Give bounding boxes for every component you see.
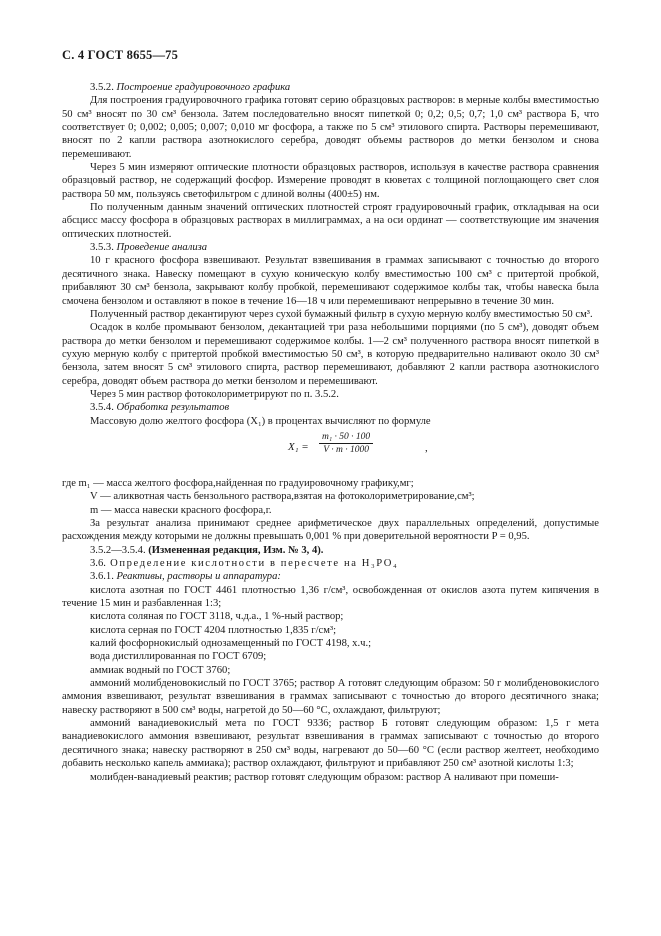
- formula-denominator: V · m · 1000: [323, 444, 369, 455]
- paragraph-text: кислота соляная по ГОСТ 3118, ч.д.а., 1 %-ный раствор;: [90, 611, 344, 623]
- formula-fraction: [319, 432, 373, 455]
- paragraph: [62, 717, 599, 770]
- paragraph-text: V — аликвотная часть бензольного раствора,взятая на фотоколориметрирование,см³;: [90, 491, 475, 503]
- paragraph-text: аммоний молибденовокислый по ГОСТ 3765; раствор А готовят следующим образом: 50 г молибденовокислого аммония взвешивают, результат взвешивания в граммах записывают с точностью до второго десятичного знака; навеску растворяют в 500 см³ воды, нагретой до 50—60 °С, охлаждают, фильтруют;: [62, 678, 599, 716]
- paragraph: [62, 624, 599, 637]
- paragraph-text: По полученным данным значений оптических плотностей строят градуировочный график, откладывая на оси абсцисс массу фосфора в образцовых растворах в миллиграммах, а на оси ординат — соответствующие им значения оптических плотностей.: [62, 202, 599, 240]
- paragraph: [62, 544, 599, 557]
- paragraph-text: Через 5 мин раствор фотоколориметрируют по п. 3.5.2.: [90, 388, 339, 400]
- paragraph-text: молибден-ванадиевый реактив; раствор готовят следующим образом: раствор А наливают при помеши-: [90, 771, 559, 783]
- paragraph-text: 3.5.4.: [90, 402, 114, 414]
- paragraph: [62, 94, 599, 161]
- section-heading: Построение градуировочного графика: [113, 82, 291, 93]
- standard-code: ГОСТ 8655—75: [87, 48, 179, 62]
- formula: [62, 430, 599, 474]
- text-block-bottom: [62, 477, 599, 784]
- paragraph-text: 3.6.: [90, 558, 106, 569]
- document-page: [62, 48, 599, 784]
- paragraph: [62, 584, 599, 611]
- paragraph-text: Массовую долю желтого фосфора (X₁) в процентах вычисляют по формуле: [90, 415, 431, 427]
- paragraph-text: Полученный раствор декантируют через сухой бумажный фильтр в сухую мерную колбу вместимостью 50 см³.: [90, 308, 593, 320]
- paragraph: [62, 308, 599, 321]
- spaced-heading: Определение кислотности в пересчете на H₃PO₄: [105, 558, 399, 569]
- paragraph: [62, 610, 599, 623]
- section-heading: Реактивы, растворы и аппаратура:: [113, 571, 281, 583]
- paragraph-text: Осадок в колбе промывают бензолом, декантацией три раза небольшими порциями (по 5 см³), доводят объем раствора до метки бензолом и перемешивают содержимое колбы. 1—2 см³ полученного раствора вносят пипеткой в сухую мерную колбу с притертой пробкой вместимостью 50 см³, в которую предварительно наливают около 30 см³ бензола, затем вносят 5 см³ этилового спирта, раствор перемешивают, добавляют 2 капли раствора азотнокислого серебра, доводят объем раствора до метки бензолом и перемешивают.: [62, 322, 599, 387]
- paragraph-text: 10 г красного фосфора взвешивают. Результат взвешивания в граммах записывают с точностью до второго десятичного знака. Навеску помещают в сухую коническую колбу вместимостью 100 см³ с притертой пробкой, прибавляют 30 см³ бензола, закрывают колбу пробкой, перемешивают содержимое колбы так, чтобы навеска была смочена бензолом и оставляют в покое в течение 16—18 ч или перемешивают непрерывно в течение 30 мин.: [62, 255, 599, 307]
- page-number: С. 4: [62, 48, 85, 62]
- paragraph: [62, 401, 599, 414]
- paragraph: [62, 570, 599, 583]
- paragraph: [62, 504, 599, 517]
- paragraph: [62, 557, 599, 570]
- paragraph: [62, 321, 599, 388]
- paragraph-text: кислота азотная по ГОСТ 4461 плотностью 1,36 г/см³, освобожденная от окислов азота путем кипячения в течение 15 мин и разбавленная 1:3;: [62, 584, 599, 610]
- paragraph-text: 3.5.2.: [90, 82, 114, 93]
- paragraph-text: вода дистиллированная по ГОСТ 6709;: [90, 651, 267, 663]
- paragraph-text: калий фосфорнокислый однозамещенный по ГОСТ 4198, х.ч.;: [90, 638, 372, 650]
- paragraph: [62, 254, 599, 307]
- amendment-note: (Измененная редакция, Изм. № 3, 4).: [145, 544, 324, 556]
- paragraph-text: где m₁ — масса желтого фосфора,найденная по градуировочному графику,мг;: [62, 477, 414, 489]
- page-header: [62, 48, 599, 63]
- paragraph: [62, 677, 599, 717]
- paragraph-text: 3.6.1.: [90, 571, 114, 583]
- paragraph-text: Через 5 мин измеряют оптические плотности образцовых растворов, используя в качестве раствора сравнения образцовый раствор, не содержащий фосфор. Измерение проводят в кюветах с толщиной поглощающего свет слоя раствора 50 мм, пользуясь светофильтром с длиной волны (400±5) нм.: [62, 162, 599, 200]
- paragraph-text: 3.5.3.: [90, 242, 114, 254]
- formula-lhs: X₁ =: [288, 440, 309, 453]
- paragraph-text: 3.5.2—3.5.4.: [90, 544, 146, 556]
- section-heading: Проведение анализа: [113, 242, 208, 254]
- section-heading: Обработка результатов: [113, 402, 230, 414]
- paragraph: [62, 81, 599, 94]
- paragraph: [62, 161, 599, 201]
- paragraph: [62, 637, 599, 650]
- paragraph-text: аммиак водный по ГОСТ 3760;: [90, 664, 231, 676]
- paragraph: [62, 664, 599, 677]
- paragraph: [62, 477, 599, 490]
- paragraph: [62, 388, 599, 401]
- paragraph: [62, 650, 599, 663]
- paragraph-text: m — масса навески красного фосфора,г.: [90, 504, 272, 516]
- paragraph: [62, 490, 599, 503]
- paragraph-text: За результат анализа принимают среднее арифметическое двух параллельных определений, допустимые расхождения между которыми не должны превышать 0,001 % при доверительной вероятности P = 0,95.: [62, 517, 599, 543]
- formula-numerator: m₁ · 50 · 100: [319, 432, 373, 444]
- paragraph-text: Для построения градуировочного графика готовят серию образцовых растворов: в мерные колбы вместимостью 50 см³ вносят по 30 см³ бензола. Затем последовательно вносят пипеткой 0; 0,2; 0,5; 0,7; 1,0 см³ раствора Б, что соответствует 0; 0,002; 0,005; 0,007; 0,010 мг фосфора, а также по 5 см³ этилового спирта. Растворы перемешивают, вносят по 2 капли раствора азотнокислого серебра, доводят объемы растворов до метки бензолом и снова перемешивают.: [62, 95, 599, 160]
- paragraph-text: аммоний ванадиевокислый мета по ГОСТ 9336; раствор Б готовят следующим образом: 1,5 г мета ванадиевокислого аммония взвешивают, результат взвешивания в граммах записывают с точностью до второго десятичного знака; навеску растворяют в 250 см³ воды, нагревают до 50—60 °С (если раствор желтеет, необходимо добавить несколько капель аммиака); раствор охлаждают, фильтруют и прибавляют 250 см³ азотной кислоты 1:3;: [62, 718, 599, 770]
- paragraph: [62, 517, 599, 544]
- paragraph: [62, 201, 599, 241]
- paragraph: [62, 241, 599, 254]
- text-block-top: [62, 81, 599, 428]
- paragraph: [62, 771, 599, 784]
- paragraph: [62, 415, 599, 428]
- formula-end: ,: [425, 441, 428, 454]
- paragraph-text: кислота серная по ГОСТ 4204 плотностью 1,835 г/см³;: [90, 624, 337, 636]
